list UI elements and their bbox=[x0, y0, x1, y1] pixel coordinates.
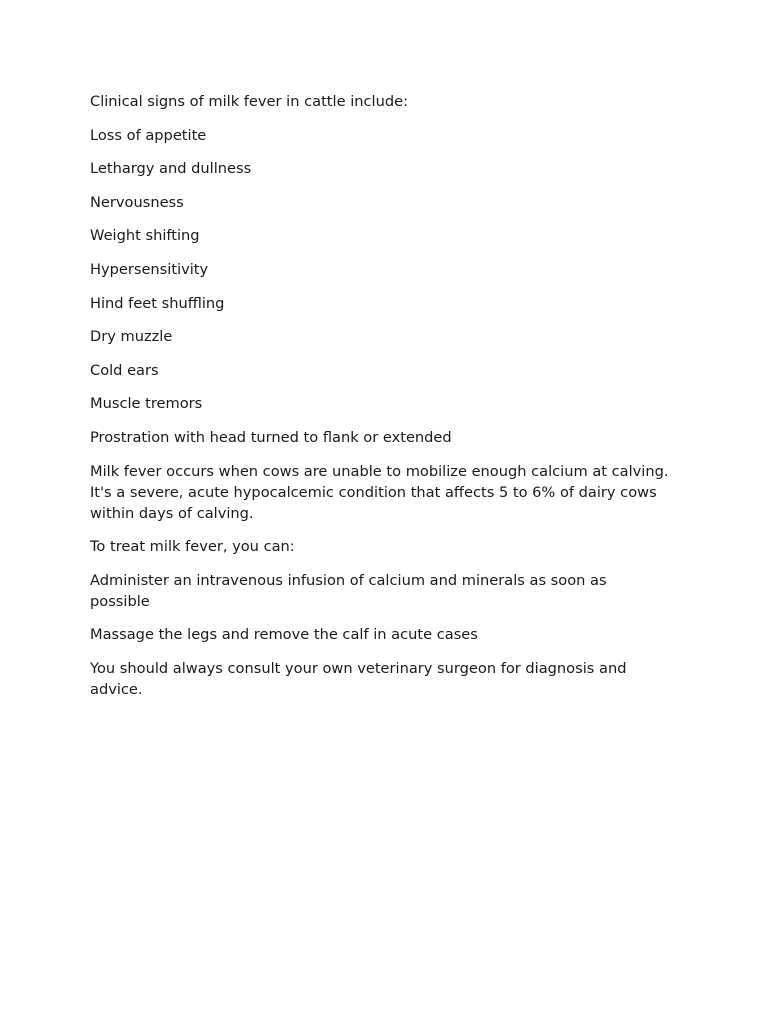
treatment-heading: To treat milk fever, you can: bbox=[90, 538, 295, 556]
sign-loss-of-appetite: Loss of appetite bbox=[90, 126, 207, 144]
sign-nervousness: Nervousness bbox=[90, 193, 184, 211]
sign-hypersensitivity: Hypersensitivity bbox=[90, 260, 209, 278]
sign-muscle-tremors: Muscle tremors bbox=[90, 395, 203, 413]
document-page bbox=[90, 91, 670, 713]
treatment-massage: Massage the legs and remove the calf in acute cases bbox=[90, 626, 478, 644]
sign-dry-muzzle: Dry muzzle bbox=[90, 328, 173, 346]
cause-paragraph: Milk fever occurs when cows are unable to mobilize enough calcium at calving. It's a severe, acute hypocalcemic condition that affects 5 to 6% of dairy cows within days of calving. bbox=[90, 462, 669, 522]
sign-hind-feet-shuffling: Hind feet shuffling bbox=[90, 294, 225, 312]
treatment-iv-infusion: Administer an intravenous infusion of calcium and minerals as soon as possible bbox=[90, 571, 607, 610]
vet-advice-paragraph: You should always consult your own veterinary surgeon for diagnosis and advice. bbox=[90, 659, 627, 698]
sign-prostration: Prostration with head turned to flank or extended bbox=[90, 428, 452, 446]
sign-weight-shifting: Weight shifting bbox=[90, 227, 200, 245]
intro-signs-heading: Clinical signs of milk fever in cattle include: bbox=[90, 93, 408, 110]
sign-cold-ears: Cold ears bbox=[90, 361, 159, 379]
sign-lethargy: Lethargy and dullness bbox=[90, 160, 252, 178]
